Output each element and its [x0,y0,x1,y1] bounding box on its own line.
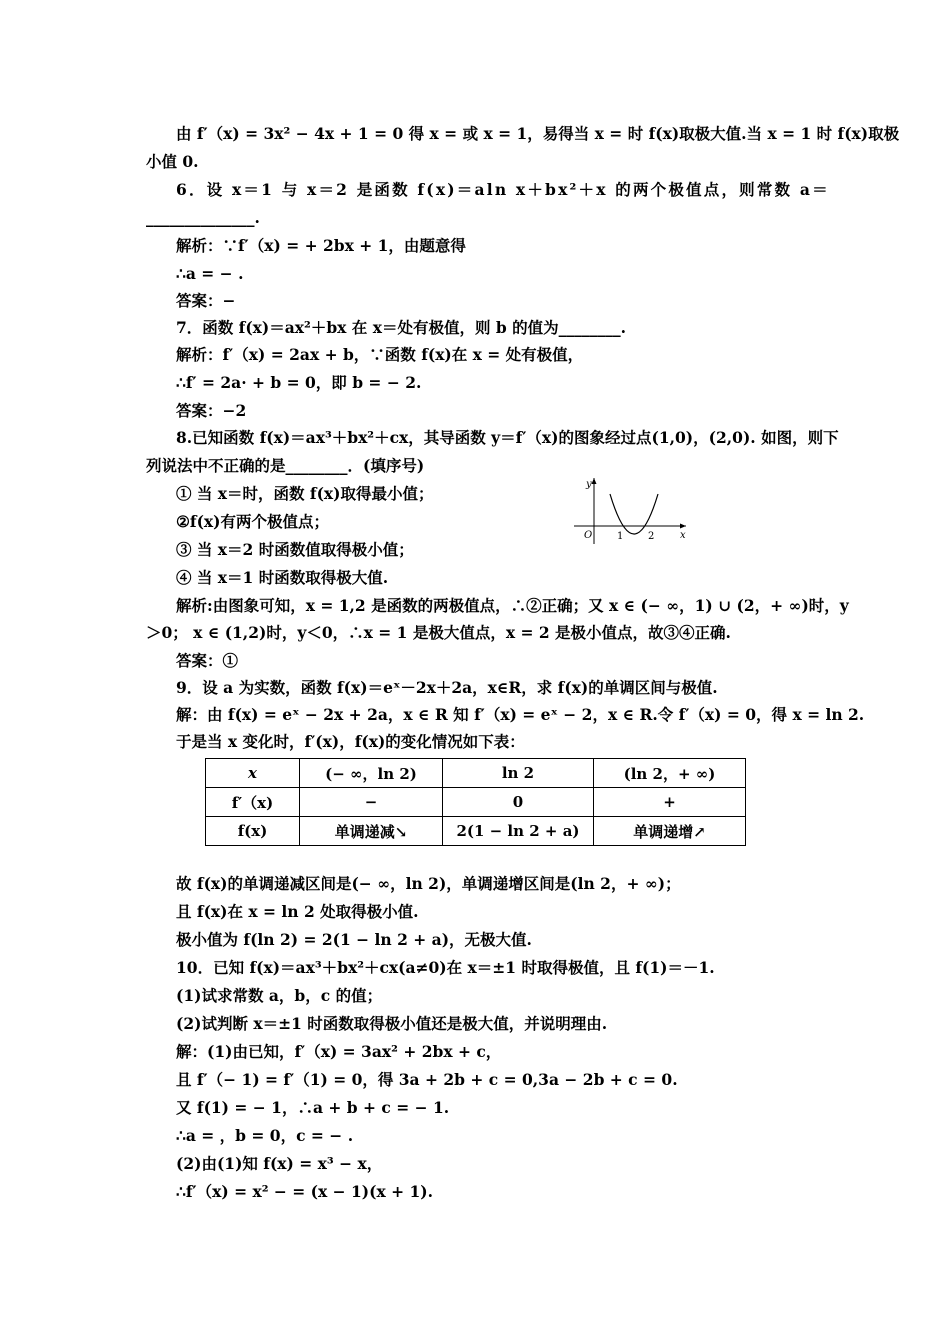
text-line: 小值 0. [146,152,199,171]
table-cell: 单调递减↘ [300,817,443,846]
table-row [206,817,746,846]
table-cell: x [206,759,300,788]
option-2: ②f(x)有两个极值点； [176,512,329,531]
derivative-curve [610,494,658,534]
option-1: ① 当 x＝时，函数 f(x)取得最小值； [176,484,434,503]
table-cell: f(x) [206,817,300,846]
text-line: 由 f′（x) = 3x² − 4x + 1 = 0 得 x = 或 x = 1，易得当 x = 时 f(x)取极大值.当 x = 1 时 f(x)取极 [176,124,900,143]
solution-line: (2)由(1)知 f(x) = x³ − x， [176,1154,383,1173]
question-9: 9．设 a 为实数，函数 f(x)＝eˣ－2x＋2a，x∈R，求 f(x)的单调区间与极值. [176,678,718,697]
y-axis-label: y [586,479,592,490]
table-cell: + [594,788,746,817]
answer-line: 答案：① [176,651,239,670]
text-line: (2)试判断 x＝±1 时函数取得极小值还是极大值，并说明理由. [176,1014,608,1033]
solution-line: ∴f′ = 2a· + b = 0，即 b = − 2. [176,373,422,392]
question-7: 7．函数 f(x)＝ax²＋bx 在 x＝处有极值，则 b 的值为________. [176,318,626,337]
answer-line: 答案：−2 [176,401,247,420]
variation-table [205,758,746,846]
table-cell: ln 2 [443,759,594,788]
option-3: ③ 当 x＝2 时函数值取得极小值； [176,540,414,559]
solution-line: 解：(1)由已知，f′（x) = 3ax² + 2bx + c， [176,1042,502,1061]
table-cell: (− ∞，ln 2) [300,759,443,788]
solution-line: 解：由 f(x) = eˣ − 2x + 2a，x ∈ R 知 f′（x) = eˣ − 2，x ∈ R.令 f′（x) = 0，得 x = ln 2. [176,705,865,724]
table-cell: f′（x) [206,788,300,817]
text-line: 列说法中不正确的是________．(填序号) [146,456,425,475]
solution-line: 解析：f′（x) = 2ax + b，∵函数 f(x)在 x = 处有极值， [176,345,584,364]
solution-line: 且 f(x)在 x = ln 2 处取得极小值. [176,902,419,921]
question-10: 10．已知 f(x)＝ax³＋bx²＋cx(a≠0)在 x＝±1 时取得极值，且 f(1)＝－1. [176,958,715,977]
tick-label-2: 2 [648,531,655,542]
table-cell: 2(1 − ln 2 + a) [443,817,594,846]
solution-line: 又 f(1) = − 1，∴a + b + c = − 1. [176,1098,450,1117]
text-line: (1)试求常数 a，b，c 的值； [176,986,383,1005]
solution-line: ＞0； x ∈ (1,2)时，y＜0，∴x = 1 是极大值点，x = 2 是极小值点，故③④正确. [146,623,731,642]
derivative-graph [570,474,690,546]
tick-label-1: 1 [617,531,624,542]
table-cell: 0 [443,788,594,817]
solution-line: 且 f′（− 1) = f′（1) = 0，得 3a + 2b + c = 0,3a − 2b + c = 0. [176,1070,678,1089]
table-row [206,759,746,788]
y-axis-arrow [592,478,597,484]
x-axis-label: x [680,530,686,541]
solution-line: 极小值为 f(ln 2) = 2(1 − ln 2 + a)，无极大值. [176,930,532,949]
table-cell: 单调递增↗ [594,817,746,846]
origin-label: O [584,530,593,541]
option-4: ④ 当 x＝1 时函数取得极大值. [176,568,389,587]
solution-line: ∴a = ，b = 0，c = − . [176,1126,354,1145]
solution-line: 解析：∵f′（x) = + 2bx + 1，由题意得 [176,236,466,255]
answer-line: 答案：− [176,291,236,310]
solution-line: ∴f′（x) = x² − = (x − 1)(x + 1). [176,1182,434,1201]
solution-line: 故 f(x)的单调递减区间是(− ∞，ln 2)，单调递增区间是(ln 2，+ ∞)； [176,874,681,893]
solution-line: ∴a = − . [176,264,244,283]
solution-line: 于是当 x 变化时，f′(x)，f(x)的变化情况如下表： [176,732,525,751]
table-cell: (ln 2，+ ∞) [594,759,746,788]
x-axis-arrow [680,524,686,529]
solution-line: 解析:由图象可知，x = 1,2 是函数的两极值点，∴②正确；又 x ∈ (− ∞，1) ∪ (2，+ ∞)时，y [176,596,849,615]
answer-blank: ______________. [146,208,260,227]
table-cell: − [300,788,443,817]
question-6: 6．设 x＝1 与 x＝2 是函数 f(x)＝aln x＋bx²＋x 的两个极值点，则常数 a＝ [176,180,830,199]
table-row [206,788,746,817]
question-8: 8.已知函数 f(x)＝ax³＋bx²＋cx，其导函数 y＝f′（x)的图象经过点(1,0)，(2,0). 如图，则下 [176,428,839,447]
